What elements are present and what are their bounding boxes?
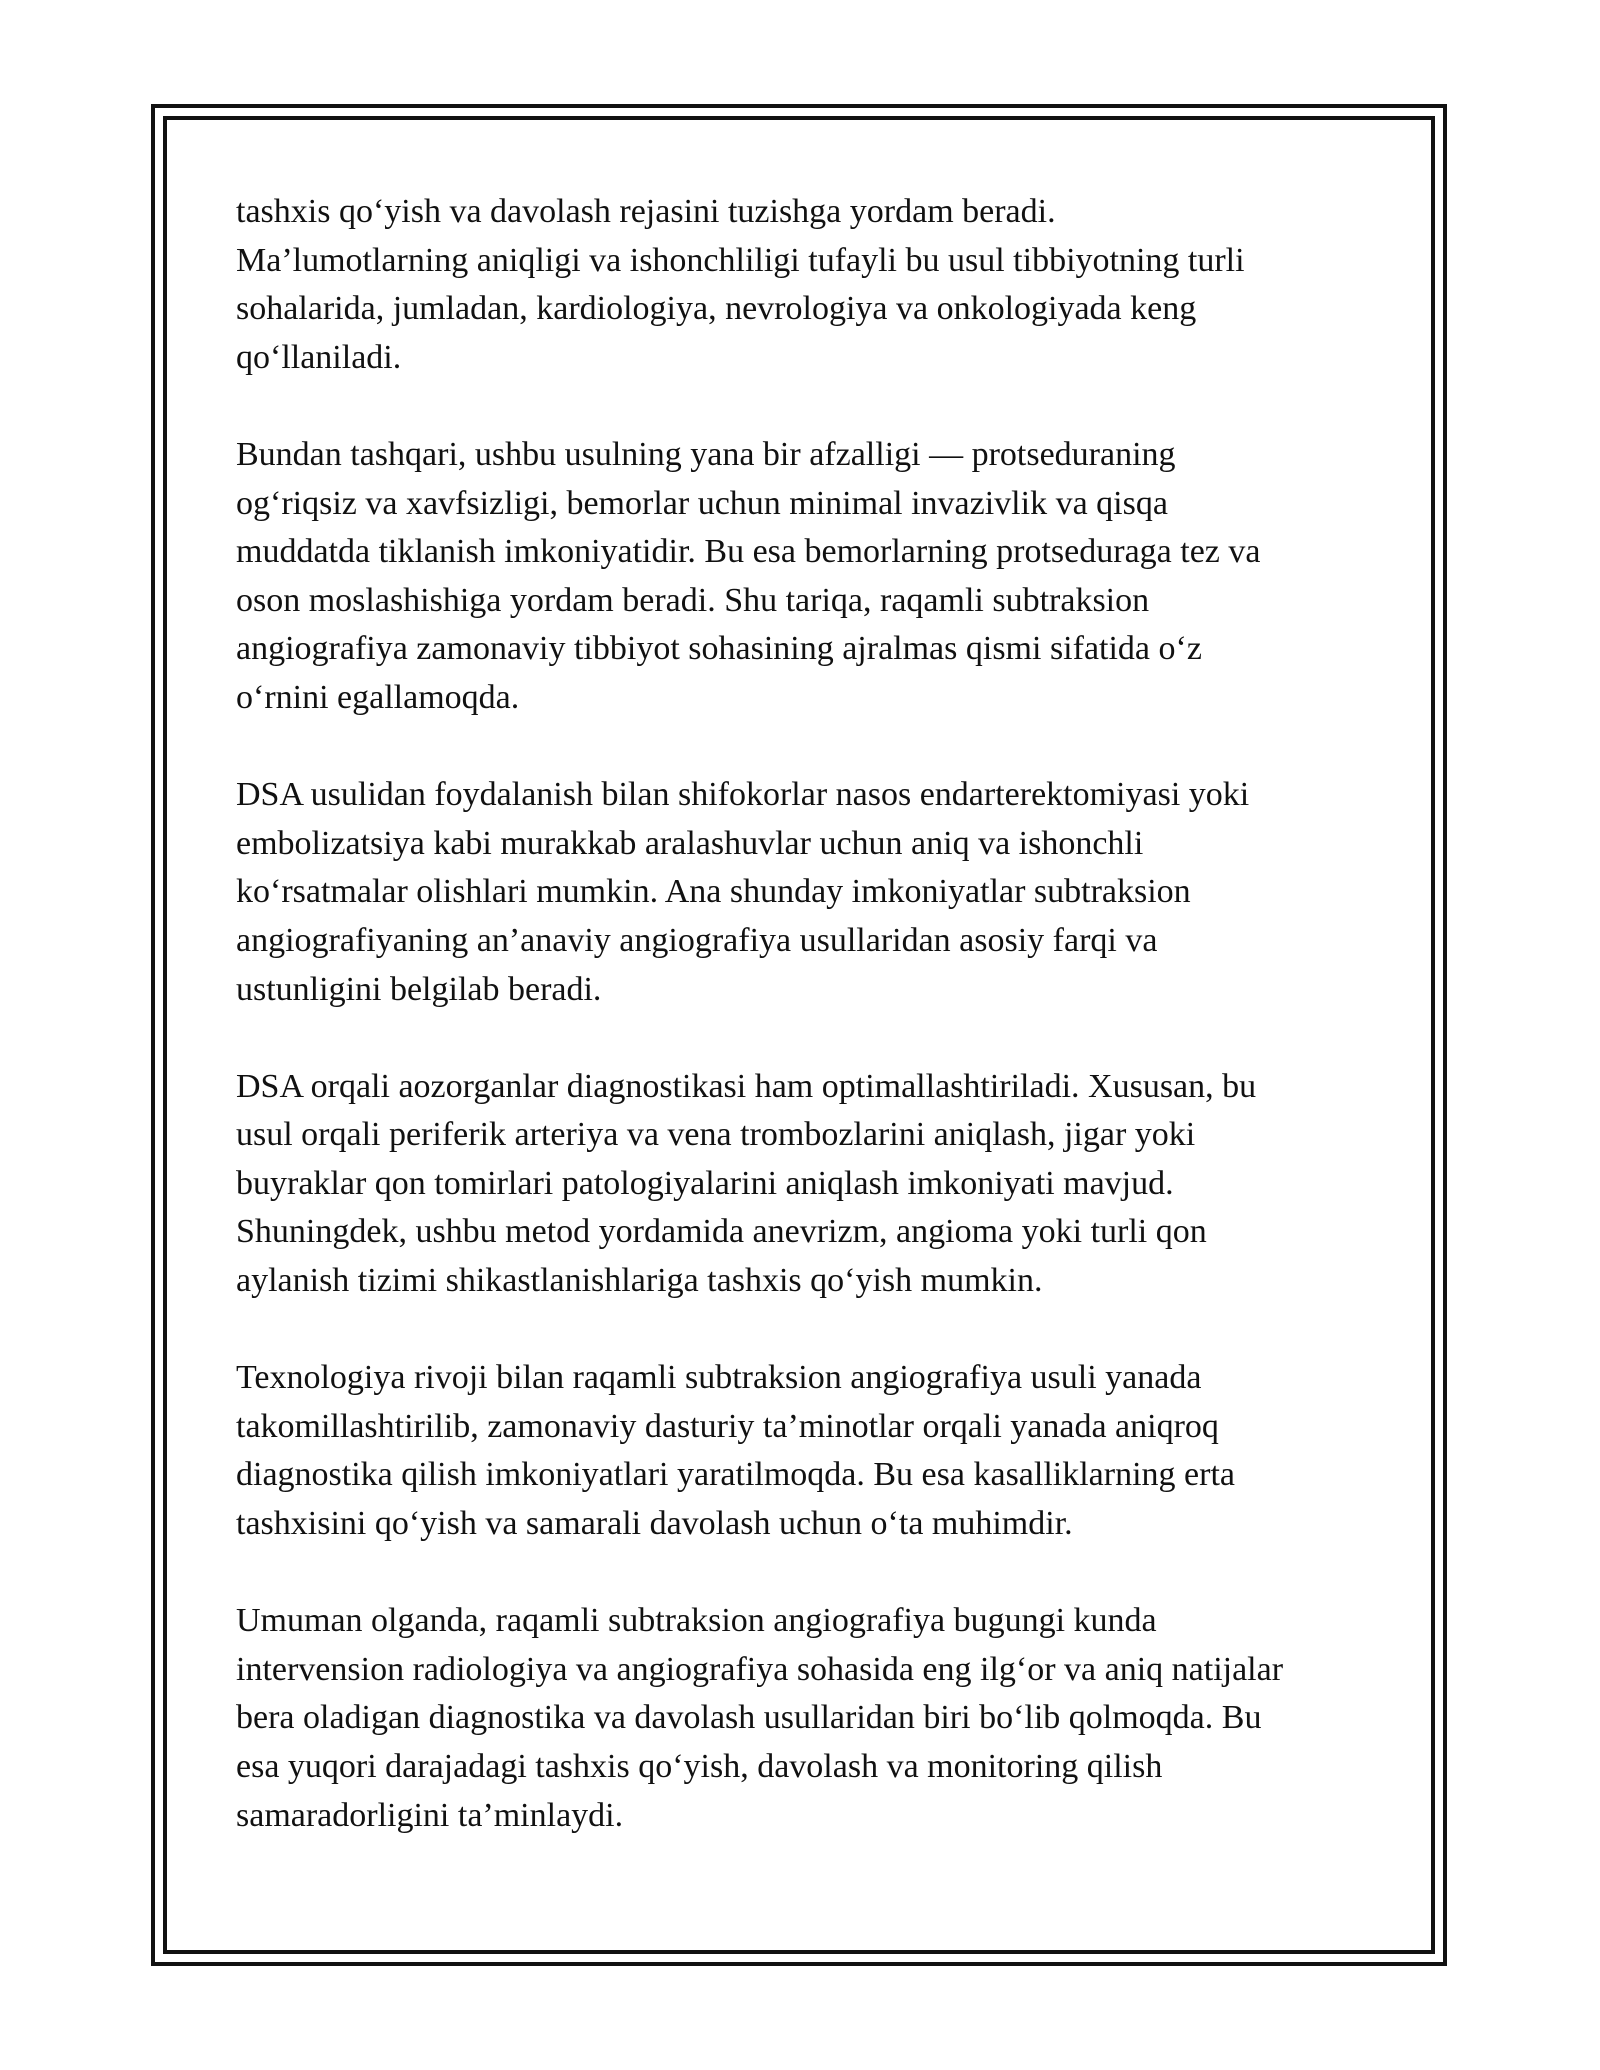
text-line: usul orqali periferik arteriya va vena trombozlarini aniqlash, jigar yoki <box>236 1116 1196 1154</box>
paragraph-5 <box>236 1354 1376 1548</box>
text-line: angiografiya zamonaviy tibbiyot sohasining ajralmas qismi sifatida o‘z <box>236 630 1202 668</box>
paragraph-4 <box>236 1063 1376 1306</box>
text-line: Ma’lumotlarning aniqligi va ishonchliligi tufayli bu usul tibbiyotning turli <box>236 241 1245 279</box>
document-body <box>236 188 1376 1889</box>
text-line: aylanish tizimi shikastlanishlariga tashxis qo‘yish mumkin. <box>236 1262 1043 1300</box>
text-line: ko‘rsatmalar olishlari mumkin. Ana shunday imkoniyatlar subtraksion <box>236 873 1191 911</box>
text-line: Shuningdek, ushbu metod yordamida anevrizm, angioma yoki turli qon <box>236 1213 1207 1251</box>
text-line: sohalarida, jumladan, kardiologiya, nevrologiya va onkologiyada keng <box>236 290 1197 328</box>
text-line: DSA orqali aozorganlar diagnostikasi ham optimallashtiriladi. Xususan, bu <box>236 1067 1257 1105</box>
paragraph-1 <box>236 188 1376 382</box>
text-line: DSA usulidan foydalanish bilan shifokorlar nasos endarterektomiyasi yoki <box>236 776 1250 814</box>
text-line: oson moslashishiga yordam beradi. Shu tariqa, raqamli subtraksion <box>236 581 1150 619</box>
text-line: o‘rnini egallamoqda. <box>236 678 520 716</box>
paragraph-3 <box>236 771 1376 1014</box>
text-line: esa yuqori darajadagi tashxis qo‘yish, davolash va monitoring qilish <box>236 1748 1163 1785</box>
text-line: embolizatsiya kabi murakkab aralashuvlar uchun aniq va ishonchli <box>236 824 1144 862</box>
paragraph-2 <box>236 431 1376 723</box>
text-line: qo‘llaniladi. <box>236 338 402 376</box>
text-line: muddatda tiklanish imkoniyatidir. Bu esa bemorlarning protseduraga tez va <box>236 533 1261 571</box>
paragraph-6 <box>236 1597 1376 1840</box>
text-line: og‘riqsiz va xavfsizligi, bemorlar uchun minimal invazivlik va qisqa <box>236 484 1168 522</box>
text-line: Bundan tashqari, ushbu usulning yana bir afzalligi — protseduraning <box>236 435 1176 473</box>
text-line: takomillashtirilib, zamonaviy dasturiy ta’minotlar orqali yanada aniqroq <box>236 1407 1219 1445</box>
text-line: Texnologiya rivoji bilan raqamli subtraksion angiografiya usuli yanada <box>236 1359 1202 1397</box>
text-line: buyraklar qon tomirlari patologiyalarini aniqlash imkoniyati mavjud. <box>236 1164 1174 1202</box>
text-line: intervension radiologiya va angiografiya sohasida eng ilg‘or va aniq natijalar <box>236 1650 1284 1688</box>
text-line: tashxis qo‘yish va davolash rejasini tuzishga yordam beradi. <box>236 193 1056 230</box>
text-line: angiografiyaning an’anaviy angiografiya usullaridan asosiy farqi va <box>236 921 1158 959</box>
text-line: samaradorligini ta’minlaydi. <box>236 1796 624 1834</box>
text-line: ustunligini belgilab beradi. <box>236 970 602 1008</box>
text-line: tashxisini qo‘yish va samarali davolash uchun o‘ta muhimdir. <box>236 1505 1073 1543</box>
text-line: diagnostika qilish imkoniyatlari yaratilmoqda. Bu esa kasalliklarning erta <box>236 1456 1235 1494</box>
text-line: bera oladigan diagnostika va davolash usullaridan biri bo‘lib qolmoqda. Bu <box>236 1699 1262 1737</box>
text-line: Umuman olganda, raqamli subtraksion angiografiya bugungi kunda <box>236 1602 1157 1640</box>
